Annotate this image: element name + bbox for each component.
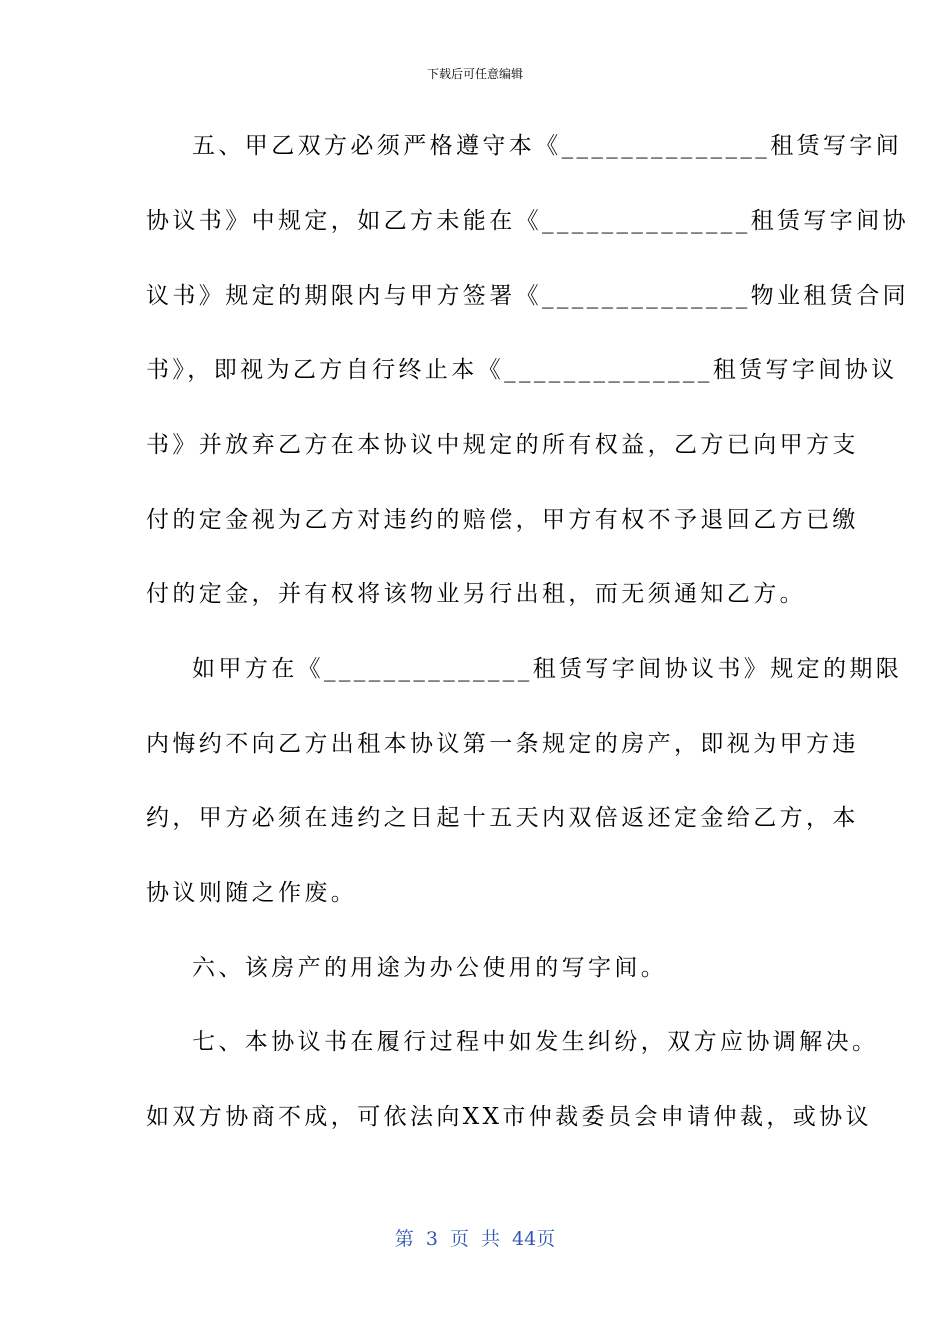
text-line-6: 付的定金视为乙方对违约的赔偿，甲方有权不予退回乙方已缴 bbox=[146, 507, 859, 533]
text-line-13: 七、本协议书在履行过程中如发生纠纷，双方应协调解决。 bbox=[192, 1029, 879, 1055]
page-header: 下载后可任意编辑 bbox=[426, 67, 523, 81]
text-line-9: 内悔约不向乙方出租本协议第一条规定的房产，即视为甲方违 bbox=[146, 731, 859, 757]
page-number-footer: 第 3 页 共 44页 bbox=[394, 1228, 556, 1250]
text-line-1: 五、甲乙双方必须严格遵守本《______________租赁写字间 bbox=[192, 133, 903, 159]
text-line-12: 六、该房产的用途为办公使用的写字间。 bbox=[192, 955, 668, 981]
text-line-10: 约，甲方必须在违约之日起十五天内双倍返还定金给乙方，本 bbox=[146, 805, 859, 831]
text-line-7: 付的定金，并有权将该物业另行出租，而无须通知乙方。 bbox=[146, 581, 806, 607]
text-line-3: 议书》规定的期限内与甲方签署《______________物业租赁合同 bbox=[146, 283, 909, 309]
text-line-2: 协议书》中规定，如乙方未能在《______________租赁写字间协 bbox=[146, 208, 909, 234]
text-line-8: 如甲方在《______________租赁写字间协议书》规定的期限 bbox=[192, 656, 903, 682]
text-line-11: 协议则随之作废。 bbox=[146, 880, 358, 906]
text-line-5: 书》并放弃乙方在本协议中规定的所有权益，乙方已向甲方支 bbox=[146, 432, 859, 458]
text-line-14: 如双方协商不成，可依法向XX市仲裁委员会申请仲裁，或协议 bbox=[146, 1104, 872, 1130]
text-line-4: 书》，即视为乙方自行终止本《______________租赁写字间协议 bbox=[146, 357, 898, 383]
